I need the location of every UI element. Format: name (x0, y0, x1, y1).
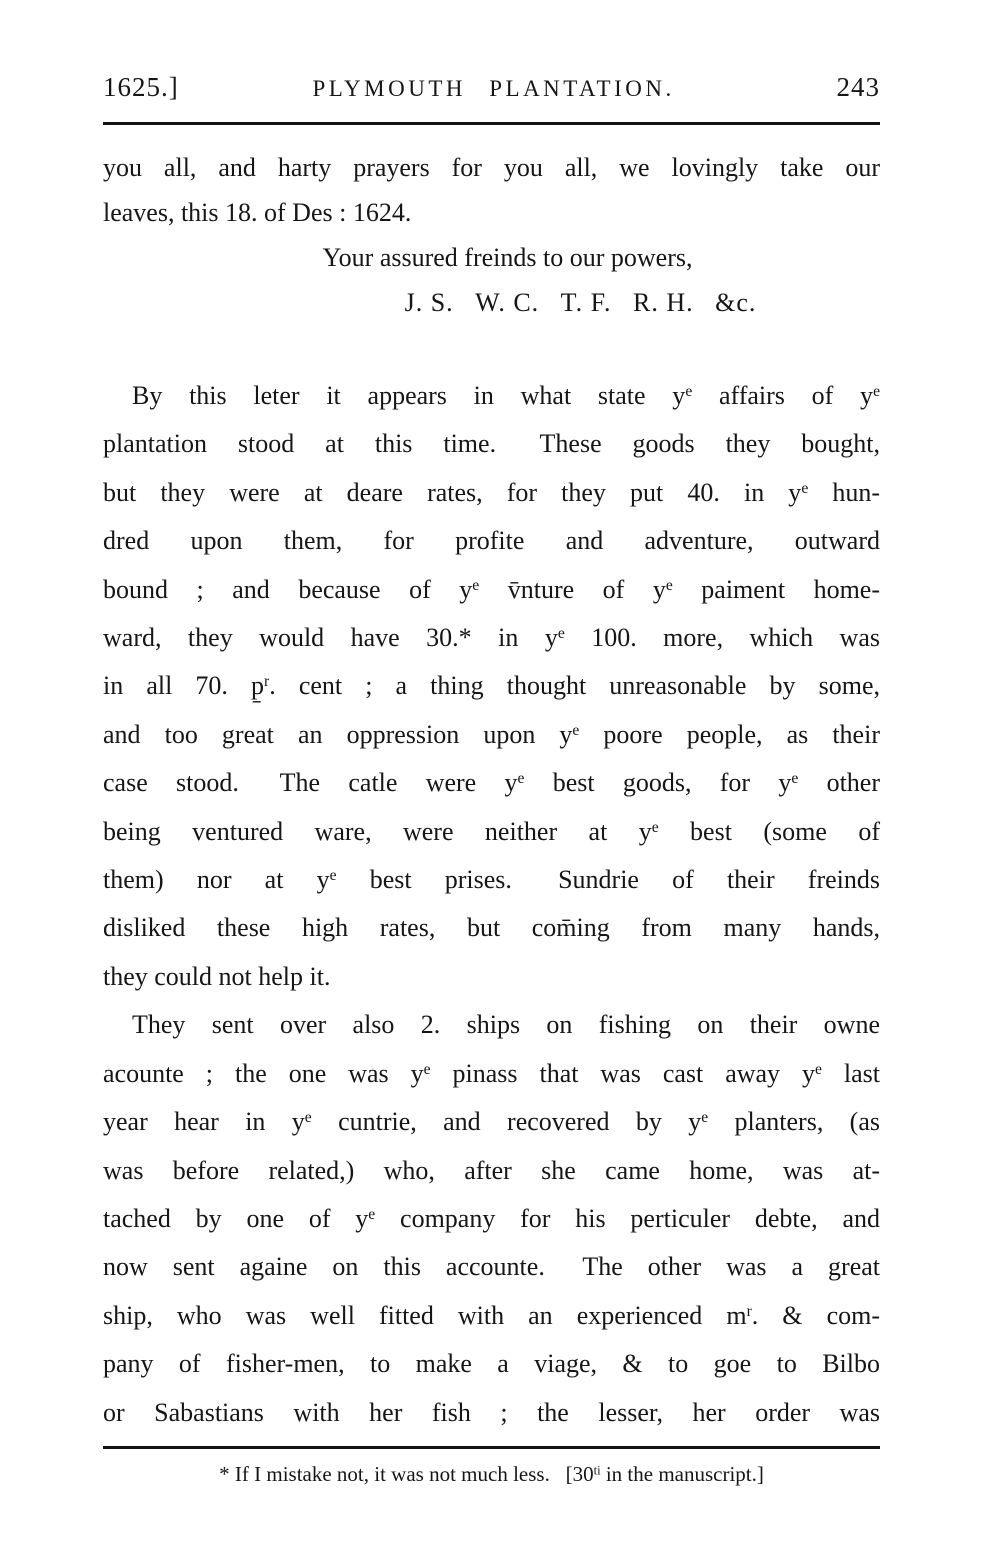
text-line: was before related,) who, after she came home, was at- (103, 1155, 880, 1185)
header-rule (103, 122, 880, 125)
page-footer (103, 1446, 880, 1487)
text-line: ward, they would have 30.* in $y^e$ 100. more, which was (103, 623, 880, 653)
footnote-text: * If I mistake not, it was not much less. [$30^{ti}$ in the manuscript.] (219, 1462, 764, 1486)
letter-valediction: Your assured freinds to our powers, (322, 243, 693, 272)
text-line: case stood. The catle were $y^e$ best goods, for $y^e$ other (103, 768, 880, 798)
header-year: 1625.] (103, 72, 179, 102)
letter-signatures: J. S. W. C. T. F. R. H. &c. (404, 288, 757, 317)
text-line: but they were at deare rates, for they put 40. in $y^e$ hun- (103, 477, 880, 507)
text-line: leaves, this 18. of Des : 1624. (103, 198, 412, 227)
text-line: tached by one of $y^e$ company for his perticuler debte, and (103, 1203, 880, 1233)
text-line: By this leter it appears in what state $y^e$ affairs of $y^e$ (132, 381, 880, 410)
text-line: in all 70. p̱$^r$. cent ; a thing thought unreasonable by some, (103, 671, 880, 701)
text-line: pany of fisher-men, to make a viage, & to goe to Bilbo (103, 1349, 880, 1379)
text-line: and too great an oppression upon $y^e$ poore people, as their (103, 719, 880, 749)
text-line: ship, who was well fitted with an experienced $m^r$. & com- (103, 1300, 880, 1330)
text-line: acounte ; the one was $y^e$ pinass that was cast away $y^e$ last (103, 1058, 881, 1088)
text-line: bound ; and because of $y^e$ v̄nture of $y^e$ paiment home- (103, 574, 880, 604)
text-line: they could not help it. (103, 961, 331, 991)
text-line: you all, and harty prayers for you all, we lovingly take our (103, 153, 880, 182)
text-line: plantation stood at this time. These goods they bought, (103, 429, 880, 459)
footnote-rule (103, 1446, 880, 1449)
text-line: They sent over also 2. ships on fishing on their owne (132, 1010, 880, 1040)
text-line: them) nor at $y^e$ best prises. Sundrie of their freinds (103, 865, 880, 895)
page-number: 243 (836, 72, 880, 102)
text-line: year hear in $y^e$ cuntrie, and recovered by $y^e$ planters, (as (103, 1107, 881, 1137)
text-line: disliked these high rates, but com̄ing from many hands, (103, 913, 880, 943)
letter-closing (103, 145, 880, 325)
running-title: PLYMOUTH PLANTATION. (312, 76, 675, 101)
text-line: being ventured ware, were neither at $y^e$ best (some of (103, 816, 880, 846)
body-text (103, 145, 880, 1437)
page-header (103, 72, 880, 108)
text-line: dred upon them, for profite and adventure, outward (103, 526, 880, 556)
paragraph (103, 372, 880, 1001)
text-line: now sent againe on this accounte. The other was a great (103, 1252, 880, 1282)
paragraph (103, 1001, 880, 1437)
text-line: or Sabastians with her fish ; the lesser, her order was (103, 1397, 880, 1427)
